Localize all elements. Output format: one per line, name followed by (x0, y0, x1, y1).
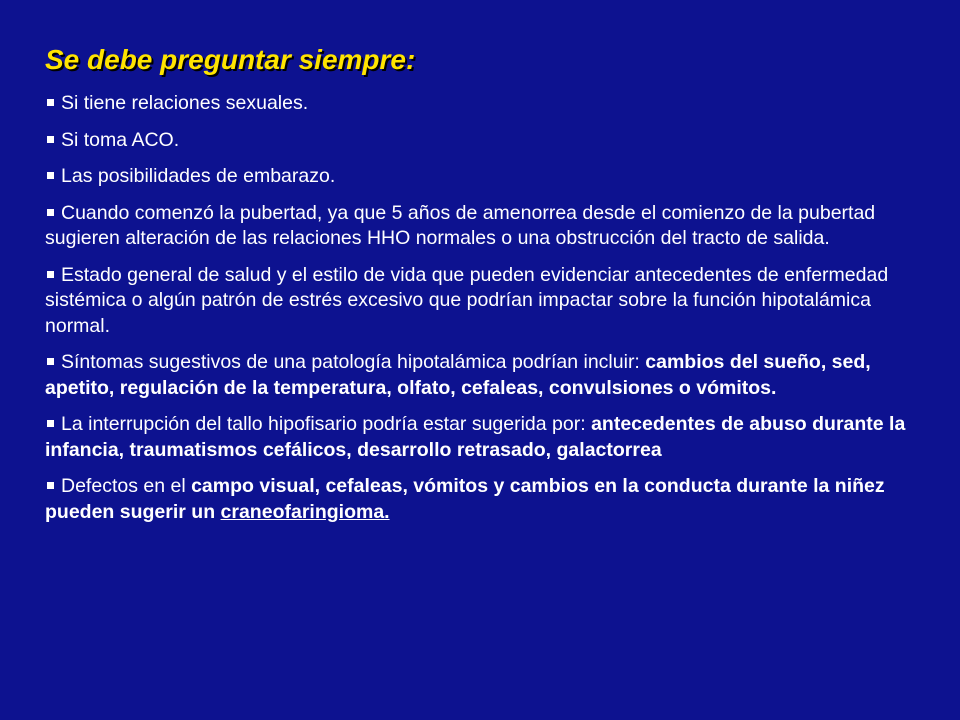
bullet-item (45, 164, 912, 190)
bullet-text-bold: antecedentes de abuso durante la infancia, traumatismos cefálicos, desarrollo retrasado, galactorrea (45, 413, 906, 461)
square-bullet-icon (47, 271, 54, 278)
square-bullet-icon (47, 99, 54, 106)
square-bullet-icon (47, 172, 54, 179)
bullet-item (45, 350, 912, 401)
bullet-item (45, 412, 912, 463)
bullet-list (45, 91, 912, 525)
square-bullet-icon (47, 482, 54, 489)
bullet-text: Si tiene relaciones sexuales. (61, 92, 309, 114)
bullet-text: Estado general de salud y el estilo de vida que pueden evidenciar antecedentes de enfermedad sistémica o algún patrón de estrés excesivo que podrían impactar sobre la función hipotalámica normal. (45, 263, 889, 337)
bullet-text: Cuando comenzó la pubertad, ya que 5 años de amenorrea desde el comienzo de la pubertad sugieren alteración de las relaciones HHO normales o una obstrucción del tracto de salida. (45, 201, 876, 249)
bullet-text: La interrupción del tallo hipofisario podría estar sugerida por: (61, 413, 592, 435)
square-bullet-icon (47, 209, 54, 216)
bullet-text: Las posibilidades de embarazo. (61, 165, 336, 187)
bullet-text-bold: campo visual, cefaleas, vómitos y cambios en la conducta durante la niñez pueden sugerir un (45, 475, 885, 523)
square-bullet-icon (47, 358, 54, 365)
bullet-item (45, 263, 912, 340)
bullet-text-underlined: craneofaringioma. (220, 500, 390, 523)
bullet-text: Síntomas sugestivos de una patología hipotalámica podrían incluir: (61, 351, 646, 373)
bullet-item (45, 91, 912, 117)
bullet-text-bold: cambios del sueño, sed, apetito, regulación de la temperatura, olfato, cefaleas, convulsiones o vómitos. (45, 351, 871, 399)
bullet-item (45, 474, 912, 525)
bullet-item (45, 128, 912, 154)
bullet-item (45, 201, 912, 252)
bullet-text: Defectos en el (61, 475, 192, 497)
bullet-text: Si toma ACO. (61, 128, 180, 151)
square-bullet-icon (47, 136, 54, 143)
slide-title: Se debe preguntar siempre: (45, 44, 416, 75)
square-bullet-icon (47, 420, 54, 427)
